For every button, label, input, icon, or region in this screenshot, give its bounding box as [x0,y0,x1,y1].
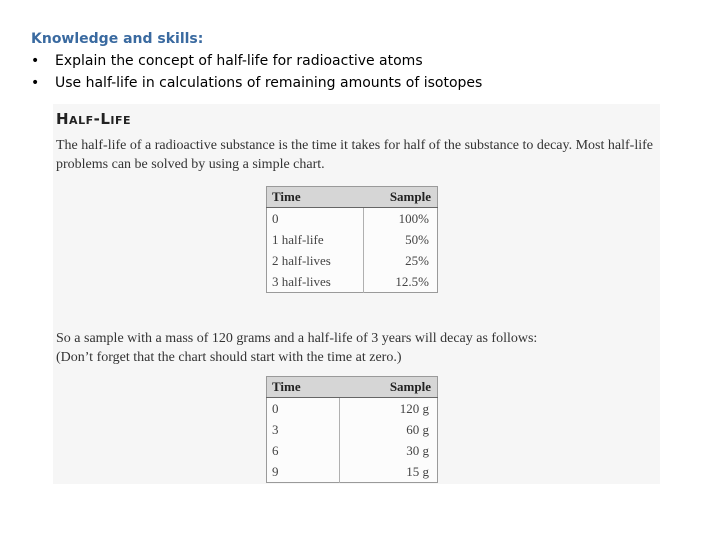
column-header-time: Time [267,377,340,398]
bullet-icon: • [31,75,40,91]
column-header-sample: Sample [364,187,438,208]
column-header-sample: Sample [339,377,437,398]
time-cell: 2 half-lives [267,250,364,271]
sample-cell: 50% [405,231,429,247]
objectives-title: Knowledge and skills: [31,31,204,47]
time-cell: 6 [267,440,340,461]
table-row [267,208,438,230]
table-header-row [267,187,438,208]
example-text [56,329,656,367]
time-cell: 0 [267,208,364,230]
objective-text: Explain the concept of half-life for radioactive atoms [55,53,423,69]
sample-cell: 15 g [406,463,429,479]
time-cell: 9 [267,461,340,483]
time-cell: 0 [267,398,340,420]
table-row [267,461,438,483]
objective-text: Use half-life in calculations of remaining amounts of isotopes [55,75,483,91]
table-row [267,229,438,250]
objective-item [31,50,691,72]
table-header-row [267,377,438,398]
sample-cell: 25% [405,252,429,268]
table-row [267,250,438,271]
time-cell: 1 half-life [267,229,364,250]
table-row [267,440,438,461]
textbook-excerpt-image [53,104,660,484]
half-life-mass-table [266,376,438,483]
sample-cell: 100% [398,210,429,226]
bullet-icon: • [31,53,40,69]
time-cell: 3 half-lives [267,271,364,293]
excerpt-title: Half-Life [56,110,131,128]
example-line: So a sample with a mass of 120 grams and a half-life of 3 years will decay as follows: [56,331,538,346]
column-header-time: Time [267,187,364,208]
objectives-block [31,28,691,94]
table-row [267,398,438,420]
table-row [267,271,438,293]
example-note: (Don’t forget that the chart should start with the time at zero.) [56,350,402,365]
table-row [267,419,438,440]
objective-item [31,72,691,94]
sample-cell: 60 g [406,421,429,437]
sample-cell: 30 g [406,442,429,458]
sample-cell: 12.5% [395,273,429,289]
excerpt-intro: The half-life of a radioactive substance is the time it takes for half of the substance to decay. Most half-life problems can be solved by using a simple chart. [56,138,653,172]
time-cell: 3 [267,419,340,440]
sample-cell: 120 g [399,400,429,416]
half-life-percent-table [266,186,438,293]
